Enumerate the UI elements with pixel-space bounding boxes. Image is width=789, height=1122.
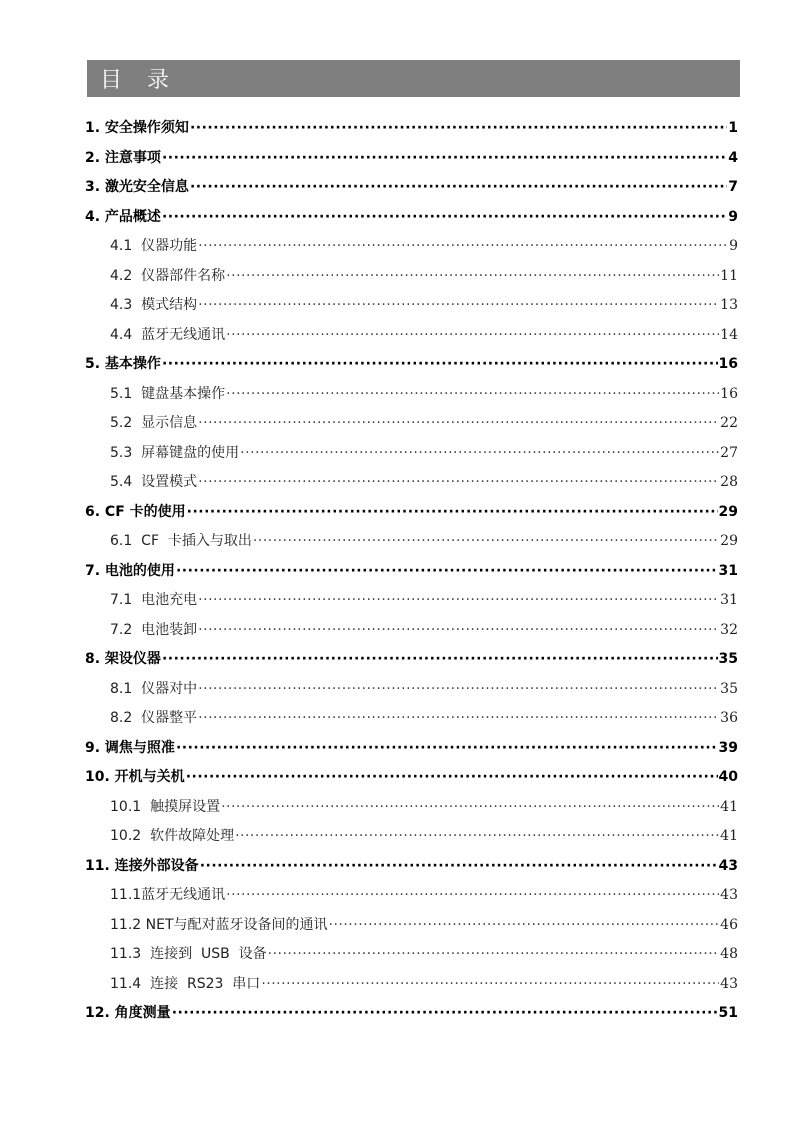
toc-entry[interactable] <box>85 380 738 410</box>
toc-entry-label: 8.2 仪器整平 <box>110 710 198 726</box>
toc-dot-leader <box>329 911 720 941</box>
toc-dot-leader <box>162 645 718 675</box>
toc-dot-leader <box>253 527 719 557</box>
toc-entry-label: 4. 产品概述 <box>85 208 161 225</box>
toc-entry[interactable] <box>85 793 738 823</box>
toc-entry[interactable] <box>85 970 738 1000</box>
toc-page-number: 31 <box>720 592 738 608</box>
toc-page-number: 41 <box>720 828 738 844</box>
toc-page-number: 7 <box>728 179 738 195</box>
toc-dot-leader <box>200 852 718 882</box>
toc-entry[interactable] <box>85 586 738 616</box>
toc-dot-leader <box>198 291 719 321</box>
toc-dot-leader <box>187 498 718 528</box>
toc-title-bar <box>87 60 740 97</box>
toc-dot-leader <box>221 793 719 823</box>
toc-page-number: 4 <box>728 149 738 166</box>
toc-page-number: 46 <box>720 916 738 933</box>
toc-entry[interactable] <box>85 439 738 469</box>
toc-entry-label: 11.2 NET与配对蓝牙设备间的通讯 <box>110 916 328 933</box>
toc-dot-leader <box>186 763 718 793</box>
toc-dot-leader <box>198 586 719 616</box>
toc-page-number: 40 <box>718 769 738 785</box>
toc-page-number: 48 <box>720 946 738 962</box>
toc-dot-leader <box>240 439 719 469</box>
toc-entry[interactable] <box>85 468 738 498</box>
toc-entry[interactable] <box>85 999 738 1029</box>
table-of-contents <box>85 114 738 1029</box>
toc-page-number: 28 <box>720 474 738 490</box>
toc-dot-leader <box>268 940 720 970</box>
toc-entry-label: 10. 开机与关机 <box>85 769 185 785</box>
toc-entry[interactable] <box>85 645 738 675</box>
toc-entry-label: 6. CF 卡的使用 <box>85 503 186 520</box>
toc-entry[interactable] <box>85 291 738 321</box>
toc-dot-leader <box>198 232 728 262</box>
toc-entry-label: 11.3 连接到 USB 设备 <box>110 946 267 962</box>
toc-dot-leader <box>226 380 719 410</box>
page-title: 目 录 <box>100 68 178 93</box>
toc-entry-label: 11. 连接外部设备 <box>85 857 199 874</box>
toc-entry[interactable] <box>85 704 738 734</box>
toc-page-number: 22 <box>720 415 738 431</box>
toc-page-number: 51 <box>718 1005 738 1021</box>
toc-entry-label: 4.1 仪器功能 <box>110 238 198 254</box>
toc-entry-label: 5.4 设置模式 <box>110 474 198 490</box>
toc-dot-leader <box>176 557 718 587</box>
toc-dot-leader <box>176 734 718 764</box>
toc-entry-label: 8.1 仪器对中 <box>110 680 198 697</box>
toc-page-number: 16 <box>718 356 738 372</box>
toc-dot-leader <box>198 468 719 498</box>
toc-entry[interactable] <box>85 557 738 587</box>
toc-page-number: 36 <box>720 710 738 726</box>
toc-entry-label: 1. 安全操作须知 <box>85 120 189 136</box>
toc-page-number: 14 <box>720 326 738 343</box>
toc-entry[interactable] <box>85 616 738 646</box>
toc-entry-label: 5. 基本操作 <box>85 356 161 372</box>
toc-dot-leader <box>190 173 727 203</box>
toc-entry-label: 5.2 显示信息 <box>110 415 198 431</box>
toc-entry[interactable] <box>85 911 738 941</box>
toc-page-number: 16 <box>720 385 738 402</box>
toc-page-number: 31 <box>718 562 738 579</box>
toc-entry-label: 7. 电池的使用 <box>85 562 175 579</box>
toc-entry-label: 4.2 仪器部件名称 <box>110 267 226 284</box>
toc-entry-label: 10.2 软件故障处理 <box>110 828 235 844</box>
toc-dot-leader <box>162 350 718 380</box>
toc-entry-label: 5.1 键盘基本操作 <box>110 385 226 402</box>
toc-page-number: 9 <box>728 208 738 225</box>
toc-entry[interactable] <box>85 822 738 852</box>
toc-entry-label: 4.3 模式结构 <box>110 297 198 313</box>
toc-dot-leader <box>198 704 719 734</box>
toc-page-number: 29 <box>718 503 738 520</box>
toc-entry[interactable] <box>85 144 738 174</box>
toc-entry-label: 2. 注意事项 <box>85 149 161 166</box>
toc-page-number: 27 <box>720 444 738 461</box>
toc-entry[interactable] <box>85 498 738 528</box>
toc-entry-label: 10.1 触摸屏设置 <box>110 798 221 815</box>
toc-page-number: 1 <box>728 120 738 136</box>
toc-entry[interactable] <box>85 527 738 557</box>
toc-page-number: 35 <box>718 651 738 667</box>
toc-entry[interactable] <box>85 321 738 351</box>
toc-dot-leader <box>235 822 719 852</box>
toc-entry-label: 12. 角度测量 <box>85 1005 171 1021</box>
toc-entry[interactable] <box>85 675 738 705</box>
toc-dot-leader <box>162 144 727 174</box>
toc-dot-leader <box>162 203 727 233</box>
toc-page-number: 35 <box>720 680 738 697</box>
toc-entry-label: 11.4 连接 RS23 串口 <box>110 975 261 992</box>
toc-page-number: 9 <box>729 238 738 254</box>
toc-page-number: 32 <box>720 621 738 638</box>
toc-dot-leader <box>226 321 719 351</box>
toc-page-number: 43 <box>720 975 738 992</box>
toc-entry-label: 9. 调焦与照准 <box>85 739 175 756</box>
toc-entry[interactable] <box>85 173 738 203</box>
toc-dot-leader <box>198 616 719 646</box>
toc-entry-label: 5.3 屏幕键盘的使用 <box>110 444 240 461</box>
toc-page-number: 43 <box>720 887 738 903</box>
toc-page-number: 29 <box>720 533 738 549</box>
toc-entry-label: 4.4 蓝牙无线通讯 <box>110 326 226 343</box>
toc-page-number: 41 <box>720 798 738 815</box>
toc-entry-label: 6.1 CF 卡插入与取出 <box>110 533 252 549</box>
toc-entry[interactable] <box>85 763 738 793</box>
toc-entry[interactable] <box>85 203 738 233</box>
toc-dot-leader <box>226 881 719 911</box>
toc-page-number: 39 <box>718 739 738 756</box>
toc-page-number: 13 <box>720 297 738 313</box>
toc-page-number: 11 <box>720 267 738 284</box>
toc-entry[interactable] <box>85 232 738 262</box>
toc-entry-label: 7.2 电池装卸 <box>110 621 198 638</box>
toc-dot-leader <box>226 262 719 292</box>
toc-entry-label: 3. 激光安全信息 <box>85 179 189 195</box>
toc-entry[interactable] <box>85 852 738 882</box>
toc-entry-label: 8. 架设仪器 <box>85 651 161 667</box>
toc-entry-label: 11.1蓝牙无线通讯 <box>110 887 226 903</box>
toc-dot-leader <box>198 409 719 439</box>
toc-page-number: 43 <box>718 857 738 874</box>
toc-entry-label: 7.1 电池充电 <box>110 592 198 608</box>
toc-entry[interactable] <box>85 734 738 764</box>
toc-dot-leader <box>172 999 718 1029</box>
toc-entry[interactable] <box>85 350 738 380</box>
toc-entry[interactable] <box>85 940 738 970</box>
toc-dot-leader <box>261 970 719 1000</box>
toc-dot-leader <box>198 675 719 705</box>
toc-entry[interactable] <box>85 262 738 292</box>
toc-entry[interactable] <box>85 881 738 911</box>
toc-entry[interactable] <box>85 114 738 144</box>
toc-dot-leader <box>190 114 727 144</box>
toc-entry[interactable] <box>85 409 738 439</box>
